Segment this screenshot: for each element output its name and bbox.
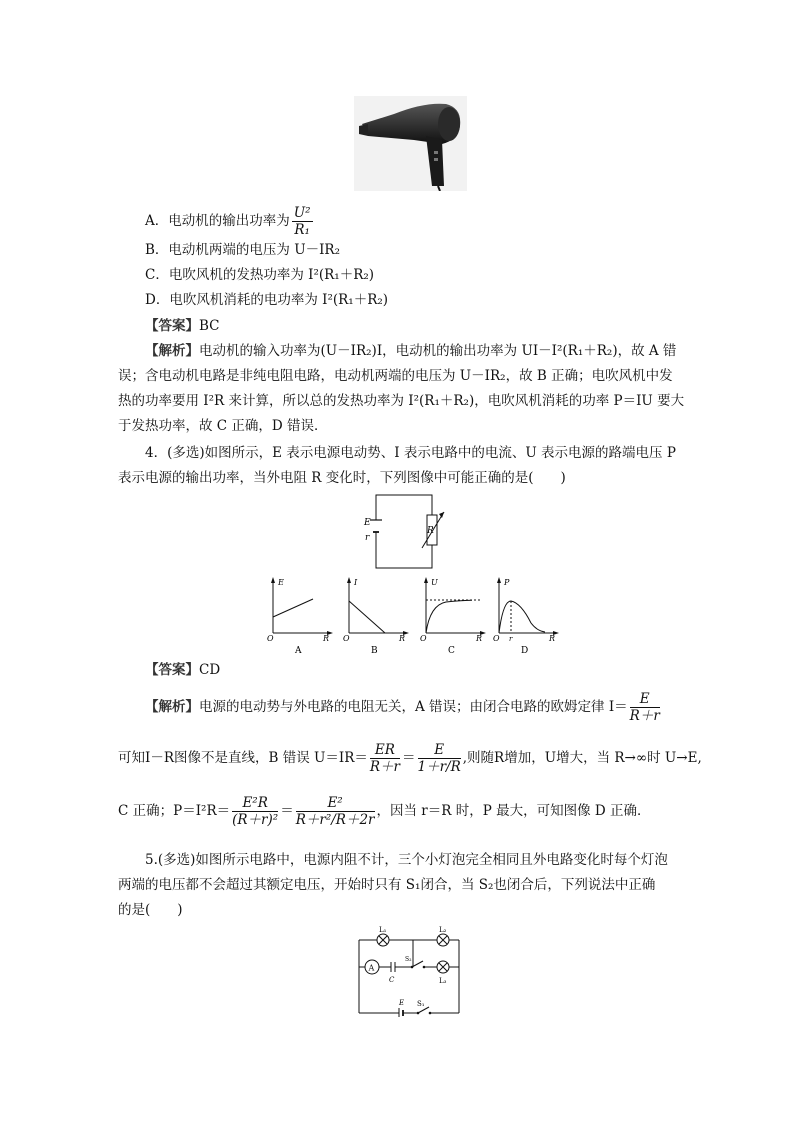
graph-b-label: B [371, 646, 378, 655]
analysis-q3-line4: 于发热功率，故 C 正确，D 错误． [118, 418, 328, 434]
graph-c-label: C [448, 646, 455, 655]
answer-value: BC [199, 318, 220, 334]
graph-d-origin: O [493, 634, 500, 643]
emf-label: E [399, 999, 405, 1007]
answer-line-q3 [145, 316, 220, 336]
circuit-label-rr: R [427, 526, 434, 536]
ammeter-label: A [368, 963, 375, 973]
graph-b-yaxis: I [354, 578, 358, 587]
graph-c-xaxis: R [476, 634, 483, 643]
graph-c-origin: O [420, 634, 427, 643]
q5-stem-line1: 5.(多选)如图所示电路中，电源内阻不计，三个小灯泡完全相同且外电路变化时每个灯泡 [145, 852, 668, 868]
switch-s1-label: S₁ [417, 1000, 425, 1008]
q5-stem-line3: 的是( ) [118, 902, 183, 918]
graph-c-yaxis: U [431, 578, 438, 587]
answer-line-q4: 【答案】CD [145, 662, 221, 678]
q5-stem-line2: 两端的电压都不会超过其额定电压，开始时只有 S₁闭合，当 S₂也闭合后，下列说法中正确 [118, 877, 656, 893]
hair-dryer-photo [354, 96, 467, 191]
analysis-q3-line1: 【解析】电动机的输入功率为(U－IR₂)I，电动机的输出功率为 UI－I²(R₁＋R₂)，故 A 错 [145, 343, 677, 359]
q4-graph-d [491, 575, 563, 655]
option-c: C．电吹风机的发热功率为 I²(R₁＋R₂) [145, 267, 375, 283]
switch-s2-label: S₂ [405, 956, 412, 963]
lamp-l2-label: L₂ [439, 926, 447, 934]
graph-d-yaxis: P [504, 578, 510, 587]
option-d: D．电吹风机消耗的电功率为 I²(R₁＋R₂) [145, 292, 389, 308]
graph-a-yaxis: E [278, 578, 284, 587]
graph-d-tick-r: r [509, 635, 513, 643]
lamp-l3-label: L₃ [439, 977, 447, 985]
option-a: A．电动机的输出功率为 $\frac{\text{U²}}{\text{R₁}}$ [145, 205, 311, 238]
answer-label: 【答案】 [145, 318, 199, 334]
graph-a-label: A [295, 646, 302, 655]
q4-graph-a [265, 575, 337, 655]
q4-stem-line1: 4．(多选)如图所示，E 表示电源电动势、I 表示电路中的电流、U 表示电源的路端电压 P [145, 445, 676, 461]
analysis-q4-line2: 可知I－R图像不是直线，B 错误 U＝IR＝ $\frac{ER}{R+r}$ ＝ $\frac{E}{1+r/R}$ ,则随R增加，U增大，当 R→∞时 U→E, [118, 742, 702, 775]
graph-a-xaxis: R [323, 634, 330, 643]
graph-b-origin: O [343, 634, 350, 643]
q5-circuit-diagram [355, 925, 467, 1017]
lamp-l1-label: L₁ [379, 926, 387, 934]
circuit-label-e: E [364, 518, 371, 528]
analysis-q4-line1: 【解析】电源的电动势与外电路的电阻无关，A 错误；由闭合电路的欧姆定律 I＝ $\frac{E}{R+r}$ [145, 691, 660, 724]
q4-graph-c [418, 575, 490, 655]
q4-circuit-diagram [360, 490, 460, 572]
graph-d-xaxis: R [549, 634, 556, 643]
circuit-label-r: r [365, 533, 370, 543]
analysis-q3-line2: 误；含电动机电路是非纯电阻电路，电动机两端的电压为 U－IR₂，故 B 正确；电吹风机中发 [118, 368, 673, 384]
q4-stem-line2: 表示电源的输出功率，当外电阻 R 变化时，下列图像中可能正确的是( ) [118, 470, 566, 486]
graph-b-xaxis: R [399, 634, 406, 643]
graph-a-origin: O [267, 634, 274, 643]
option-b: B．电动机两端的电压为 U－IR₂ [145, 242, 340, 258]
q4-graph-b [341, 575, 413, 655]
analysis-q3-line3: 热的功率要用 I²R 来计算，所以总的发热功率为 I²(R₁＋R₂)，电吹风机消耗的功率 P＝IU 要大 [118, 393, 685, 409]
capacitor-label: C [389, 976, 395, 984]
analysis-q4-line3: C 正确；P＝I²R＝ $\frac{\text{E²R}}{\text{(R＋r)²}}$ ＝ $\frac{\text{E²}}{\text{R＋r²/R＋2r}}$ ，因当 r＝R 时，P 最大，可知图像 D 正确． [118, 795, 651, 828]
graph-d-label: D [521, 646, 529, 655]
